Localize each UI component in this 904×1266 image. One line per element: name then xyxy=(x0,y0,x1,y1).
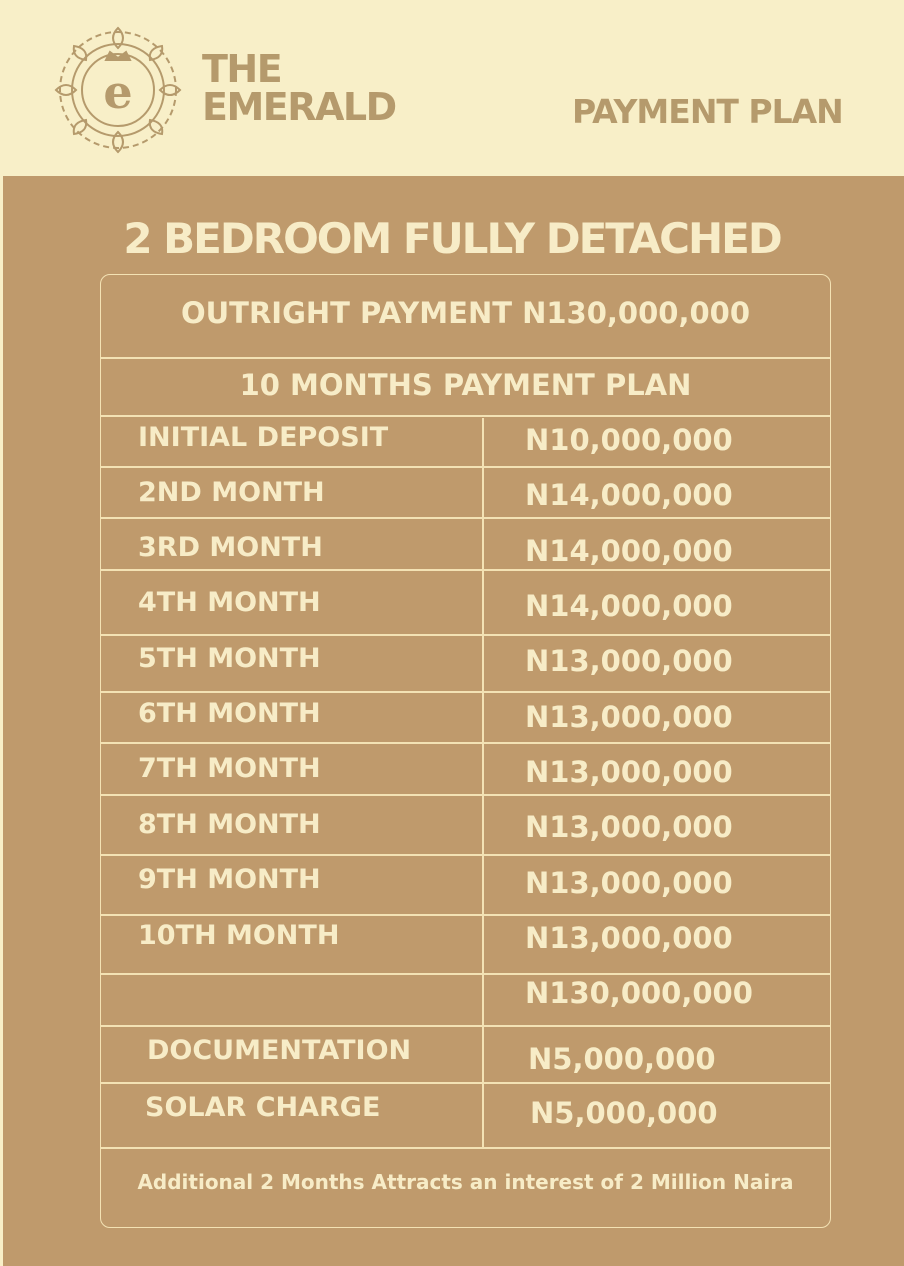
row-value: N14,000,000 xyxy=(525,589,733,623)
table-column-divider xyxy=(482,418,484,1147)
table-divider xyxy=(100,973,831,975)
table-divider xyxy=(100,1082,831,1084)
row-label: 6TH MONTH xyxy=(138,698,321,729)
total-value: N130,000,000 xyxy=(525,976,753,1010)
interest-note: Additional 2 Months Attracts an interest of 2 Million Naira xyxy=(137,1170,794,1194)
table-divider xyxy=(100,517,831,519)
table-divider xyxy=(100,691,831,693)
brand-line-1: THE xyxy=(202,47,282,91)
row-label: 8TH MONTH xyxy=(138,809,321,840)
row-value: N13,000,000 xyxy=(525,810,733,844)
row-value: N13,000,000 xyxy=(525,700,733,734)
table-divider xyxy=(100,854,831,856)
row-label: 4TH MONTH xyxy=(138,587,321,618)
table-divider xyxy=(100,634,831,636)
solar-charge-value: N5,000,000 xyxy=(530,1096,718,1130)
row-label: 2ND MONTH xyxy=(138,477,325,508)
documentation-value: N5,000,000 xyxy=(528,1042,716,1076)
row-label: 3RD MONTH xyxy=(138,532,323,563)
table-divider xyxy=(100,569,831,571)
row-label: INITIAL DEPOSIT xyxy=(138,422,389,453)
table-divider xyxy=(100,1147,831,1149)
row-label: 10TH MONTH xyxy=(138,920,340,951)
table-divider xyxy=(100,466,831,468)
table-divider xyxy=(100,914,831,916)
outright-payment: OUTRIGHT PAYMENT N130,000,000 xyxy=(180,296,751,330)
brand-name xyxy=(202,47,396,129)
svg-text:e: e xyxy=(103,65,133,119)
payment-plan-title: PAYMENT PLAN xyxy=(572,92,843,131)
plan-duration: 10 MONTHS PAYMENT PLAN xyxy=(239,368,692,402)
row-label: 5TH MONTH xyxy=(138,643,321,674)
table-divider xyxy=(100,415,831,417)
table-divider xyxy=(100,742,831,744)
row-label: 9TH MONTH xyxy=(138,864,321,895)
row-label: 7TH MONTH xyxy=(138,753,321,784)
row-value: N13,000,000 xyxy=(525,866,733,900)
row-value: N13,000,000 xyxy=(525,755,733,789)
row-value: N10,000,000 xyxy=(525,423,733,457)
payment-table xyxy=(100,274,831,1228)
property-heading: 2 BEDROOM FULLY DETACHED xyxy=(123,214,781,263)
row-value: N14,000,000 xyxy=(525,534,733,568)
solar-charge-label: SOLAR CHARGE xyxy=(145,1092,381,1123)
row-value: N14,000,000 xyxy=(525,478,733,512)
row-value: N13,000,000 xyxy=(525,644,733,678)
table-divider xyxy=(100,794,831,796)
table-divider xyxy=(100,1025,831,1027)
brand-line-2: EMERALD xyxy=(202,85,396,129)
documentation-label: DOCUMENTATION xyxy=(147,1035,412,1066)
table-divider xyxy=(100,357,831,359)
emerald-crest-logo-icon xyxy=(48,20,188,160)
row-value: N13,000,000 xyxy=(525,921,733,955)
